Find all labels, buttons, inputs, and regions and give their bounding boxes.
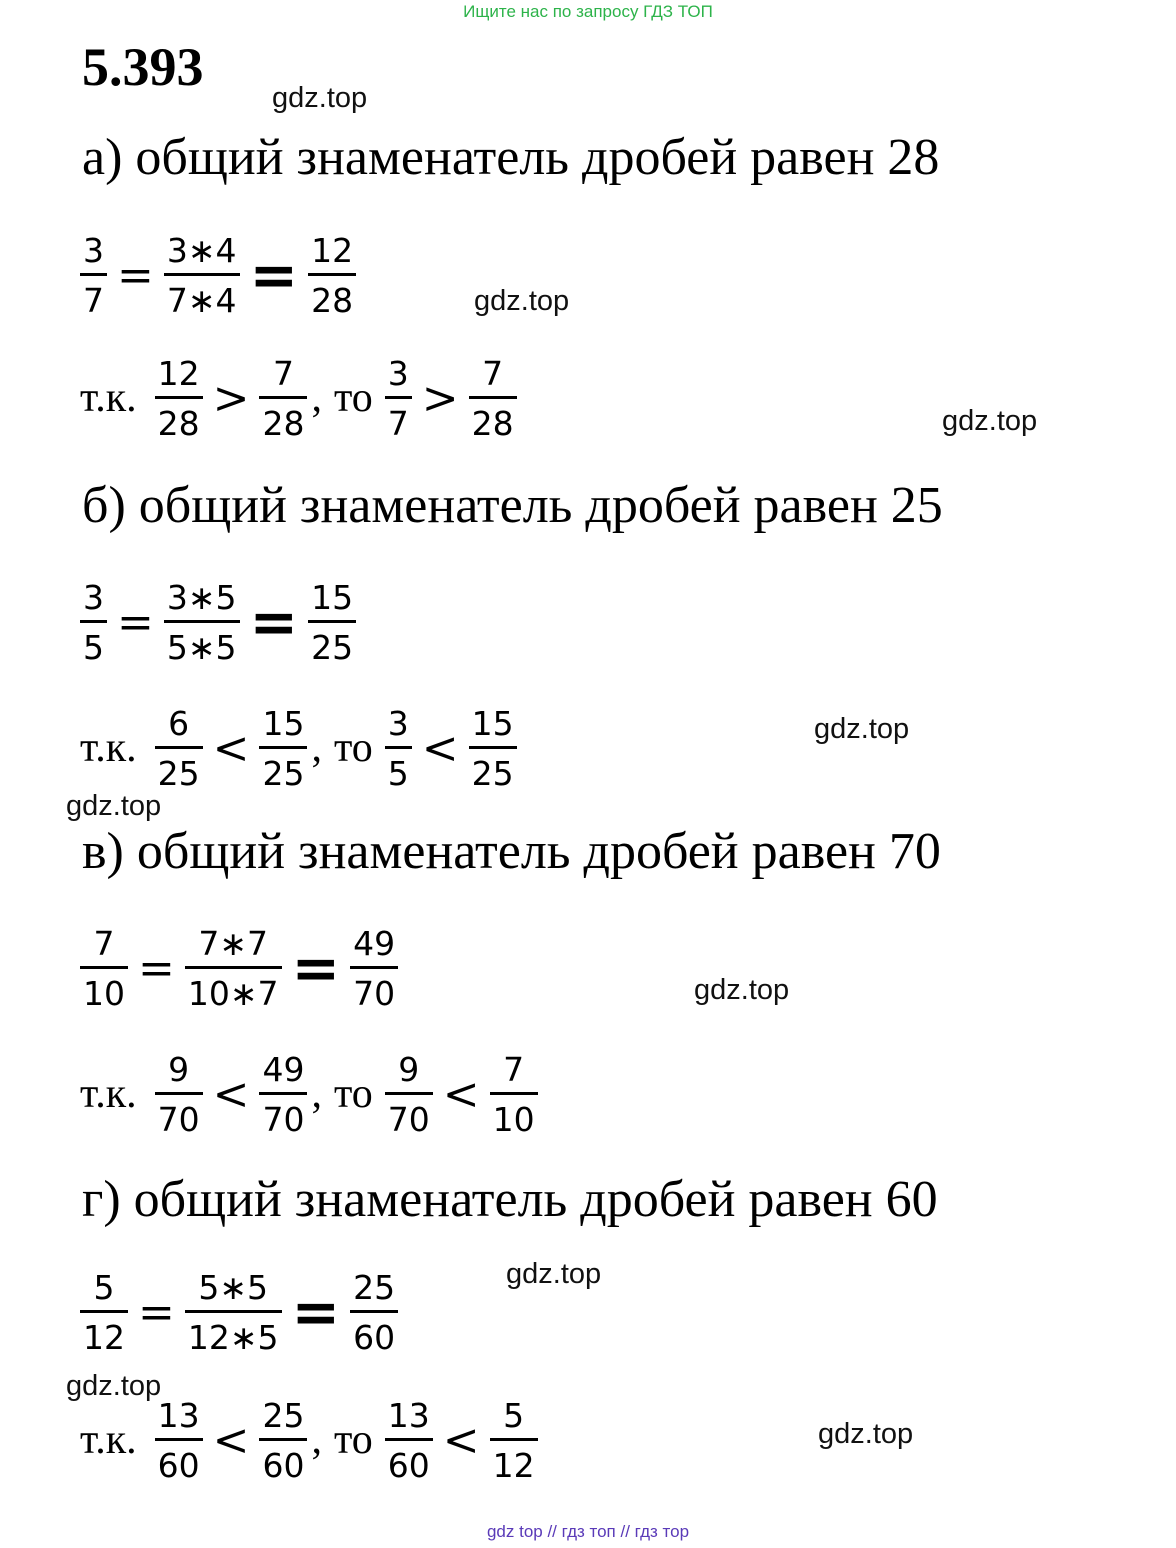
numerator: 25 [353, 1267, 396, 1307]
comparison-line [80, 1044, 542, 1144]
scaled-fraction [164, 577, 240, 667]
compare-fraction-a [155, 1049, 203, 1139]
problem-number: 5.393 [82, 37, 204, 97]
numerator: 15 [262, 703, 305, 743]
comparison-line [80, 698, 521, 798]
numerator: 49 [262, 1049, 305, 1089]
watermark: gdz.top [66, 790, 162, 822]
numerator: 3 [83, 230, 104, 270]
numerator: 7 [272, 353, 294, 393]
comparison-sign: > [212, 372, 250, 424]
denominator: 70 [157, 1099, 200, 1139]
numerator: 3 [83, 577, 104, 617]
original-fraction [80, 1267, 128, 1357]
equals-sign: = [117, 249, 154, 301]
comma: , [311, 1071, 322, 1117]
denominator: 5∗5 [166, 627, 237, 667]
then-label: то [333, 1417, 373, 1463]
compare-fraction-d [490, 1395, 538, 1485]
numerator: 12 [311, 230, 354, 270]
numerator: 13 [387, 1395, 430, 1435]
top-banner: Ищите нас по запросу ГДЗ ТОП [463, 2, 713, 21]
scaled-fraction [185, 923, 282, 1013]
denominator: 28 [262, 403, 305, 443]
scaled-fraction [185, 1267, 282, 1357]
result-fraction [308, 230, 356, 320]
comparison-sign: > [421, 372, 459, 424]
comma: , [311, 375, 322, 421]
numerator: 5∗5 [198, 1267, 269, 1307]
numerator: 13 [157, 1395, 200, 1435]
denominator: 10∗7 [187, 973, 279, 1013]
denominator: 25 [311, 627, 354, 667]
numerator: 25 [262, 1395, 305, 1435]
denominator: 5 [83, 627, 104, 667]
watermark: gdz.top [474, 285, 570, 317]
numerator: 49 [353, 923, 396, 963]
denominator: 60 [157, 1445, 200, 1485]
compare-fraction-c [385, 1395, 433, 1485]
denominator: 12∗5 [187, 1317, 279, 1357]
compare-fraction-a [155, 1395, 203, 1485]
equals-sign: = [291, 1278, 341, 1346]
equals-sign: = [117, 596, 154, 648]
denominator: 28 [311, 280, 354, 320]
denominator: 28 [471, 403, 514, 443]
original-fraction [80, 230, 107, 320]
numerator: 9 [398, 1049, 420, 1089]
compare-fraction-b [259, 1049, 307, 1139]
compare-fraction-c [385, 703, 412, 793]
original-fraction [80, 577, 107, 667]
section-heading: в) общий знаменатель дробей равен 70 [82, 823, 941, 880]
denominator: 25 [471, 753, 514, 793]
result-fraction [350, 923, 398, 1013]
numerator: 3∗5 [166, 577, 237, 617]
watermark: gdz.top [66, 1370, 162, 1402]
compare-fraction-a [155, 703, 203, 793]
denominator: 28 [157, 403, 200, 443]
denominator: 70 [387, 1099, 430, 1139]
comparison-sign: < [442, 1068, 480, 1120]
numerator: 7∗7 [198, 923, 269, 963]
equals-sign: = [291, 934, 341, 1002]
equivalence-line [76, 918, 402, 1018]
compare-fraction-d [469, 353, 517, 443]
numerator: 7 [482, 353, 504, 393]
watermark: gdz.top [818, 1418, 914, 1450]
comparison-sign: < [421, 722, 459, 774]
compare-fraction-c [385, 353, 412, 443]
denominator: 10 [492, 1099, 535, 1139]
equals-sign: = [249, 241, 299, 309]
comma: , [311, 725, 322, 771]
denominator: 25 [157, 753, 200, 793]
since-label: т.к. [80, 375, 137, 421]
since-label: т.к. [80, 725, 137, 771]
numerator: 3∗4 [166, 230, 237, 270]
denominator: 60 [353, 1317, 396, 1357]
numerator: 5 [503, 1395, 525, 1435]
watermark: gdz.top [814, 713, 910, 745]
since-label: т.к. [80, 1417, 137, 1463]
denominator: 60 [387, 1445, 430, 1485]
comma: , [311, 1417, 322, 1463]
watermark: gdz.top [506, 1258, 602, 1290]
equals-sign: = [138, 1286, 175, 1338]
then-label: то [333, 725, 373, 771]
comparison-sign: < [212, 1414, 250, 1466]
compare-fraction-c [385, 1049, 433, 1139]
comparison-sign: < [212, 722, 250, 774]
compare-fraction-d [469, 703, 517, 793]
section-heading: б) общий знаменатель дробей равен 25 [82, 477, 943, 534]
numerator: 12 [157, 353, 200, 393]
denominator: 5 [387, 753, 409, 793]
footer-links: gdz top // гдз топ // гдз тор [486, 1522, 690, 1541]
watermark: gdz.top [694, 974, 790, 1006]
numerator: 15 [471, 703, 514, 743]
denominator: 10 [83, 973, 125, 1013]
equivalence-line [76, 1262, 402, 1362]
denominator: 12 [83, 1317, 125, 1357]
comparison-sign: < [212, 1068, 250, 1120]
comparison-line [80, 1390, 542, 1490]
denominator: 60 [262, 1445, 305, 1485]
section-heading: а) общий знаменатель дробей равен 28 [82, 129, 940, 186]
numerator: 7 [503, 1049, 525, 1089]
numerator: 6 [168, 703, 190, 743]
equals-sign: = [138, 942, 175, 994]
result-fraction [350, 1267, 398, 1357]
original-fraction [80, 923, 128, 1013]
since-label: т.к. [80, 1071, 137, 1117]
equivalence-line [76, 572, 360, 672]
comparison-line [80, 348, 521, 448]
equivalence-line [76, 225, 360, 325]
section-heading: г) общий знаменатель дробей равен 60 [82, 1171, 938, 1228]
compare-fraction-b [259, 353, 307, 443]
scaled-fraction [164, 230, 240, 320]
numerator: 5 [93, 1267, 115, 1307]
then-label: то [333, 1071, 373, 1117]
watermark: gdz.top [942, 405, 1038, 437]
numerator: 3 [387, 353, 409, 393]
numerator: 7 [93, 923, 115, 963]
numerator: 3 [387, 703, 409, 743]
equals-sign: = [249, 588, 299, 656]
denominator: 7 [83, 280, 104, 320]
numerator: 9 [168, 1049, 190, 1089]
denominator: 12 [492, 1445, 535, 1485]
compare-fraction-b [259, 1395, 307, 1485]
result-fraction [308, 577, 356, 667]
denominator: 7 [387, 403, 409, 443]
denominator: 70 [262, 1099, 305, 1139]
numerator: 15 [311, 577, 354, 617]
compare-fraction-d [490, 1049, 538, 1139]
compare-fraction-b [259, 703, 307, 793]
then-label: то [333, 375, 373, 421]
comparison-sign: < [442, 1414, 480, 1466]
compare-fraction-a [155, 353, 203, 443]
watermark: gdz.top [272, 82, 368, 114]
denominator: 25 [262, 753, 305, 793]
denominator: 7∗4 [166, 280, 237, 320]
denominator: 70 [353, 973, 396, 1013]
